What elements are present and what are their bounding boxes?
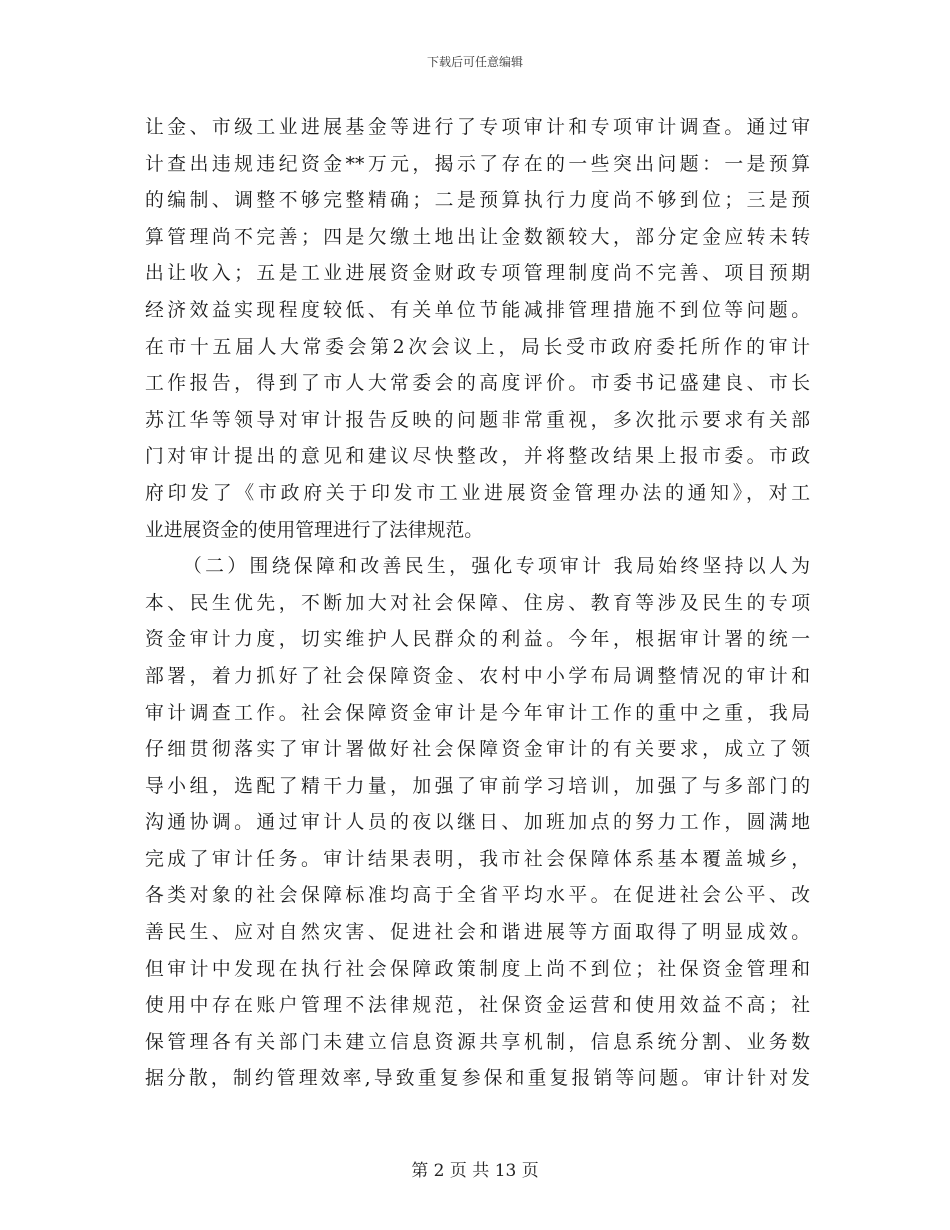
document-body [145,110,810,1098]
text-line: 审计调查工作。社会保障资金审计是今年审计工作的重中之重，我局 [145,702,810,724]
text-line: 让金、市级工业进展基金等进行了专项审计和专项审计调查。通过审 [145,117,810,138]
text-line: 部署，着力抓好了社会保障资金、农村中小学布局调整情况的审计和 [145,665,810,687]
text-line: 本、民生优先，不断加大对社会保障、住房、教育等涉及民生的专项 [145,592,810,614]
text-line: 仔细贯彻落实了审计署做好社会保障资金审计的有关要求，成立了领 [145,739,810,761]
text-line: 计查出违规违纪资金**万元，揭示了存在的一些突出问题：一是预算 [145,153,810,175]
text-line: 经济效益实现程度较低、有关单位节能减排管理措施不到位等问题。 [145,299,810,321]
text-line: 导小组，选配了精干力量，加强了审前学习培训，加强了与多部门的 [145,775,810,797]
text-line: 算管理尚不完善；四是欠缴土地出让金数额较大，部分定金应转未转 [145,226,810,248]
text-line: 完成了审计任务。审计结果表明，我市社会保障体系基本覆盖城乡， [145,848,810,870]
text-line: 各类对象的社会保障标准均高于全省平均水平。在促进社会公平、改 [145,885,810,907]
section-heading-line: （二）围绕保障和改善民生，强化专项审计 我局始终坚持以人为 [183,556,810,578]
text-line: 资金审计力度，切实维护人民群众的利益。今年，根据审计署的统一 [145,629,810,651]
text-line: 业进展资金的使用管理进行了法律规范。 [145,519,484,541]
header-note: 下载后可任意编辑 [426,55,523,69]
text-line: 沟通协调。通过审计人员的夜以继日、加班加点的努力工作，圆满地 [145,812,810,834]
text-line: 出让收入；五是工业进展资金财政专项管理制度尚不完善、项目预期 [145,263,810,285]
text-line: 苏江华等领导对审计报告反映的问题非常重视，多次批示要求有关部 [145,409,810,431]
text-line: 的编制、调整不够完整精确；二是预算执行力度尚不够到位；三是预 [145,190,810,212]
text-line: 门对审计提出的意见和建议尽快整改，并将整改结果上报市委。市政 [145,446,810,468]
page-number-footer: 第 2 页 共 13 页 [411,1161,539,1181]
text-line: 使用中存在账户管理不法律规范，社保资金运营和使用效益不高；社 [145,995,810,1017]
text-line: 保管理各有关部门未建立信息资源共享机制，信息系统分割、业务数 [145,1031,810,1053]
text-line: 府印发了《市政府关于印发市工业进展资金管理办法的通知》，对工 [145,482,810,504]
text-line: 但审计中发现在执行社会保障政策制度上尚不到位；社保资金管理和 [145,958,810,980]
text-line: 据分散，制约管理效率,导致重复参保和重复报销等问题。审计针对发 [145,1068,810,1090]
text-line: 在市十五届人大常委会第2次会议上，局长受市政府委托所作的审计 [145,336,810,358]
text-line: 工作报告，得到了市人大常委会的高度评价。市委书记盛建良、市长 [145,373,810,395]
text-line: 善民生、应对自然灾害、促进社会和谐进展等方面取得了明显成效。 [145,922,810,944]
